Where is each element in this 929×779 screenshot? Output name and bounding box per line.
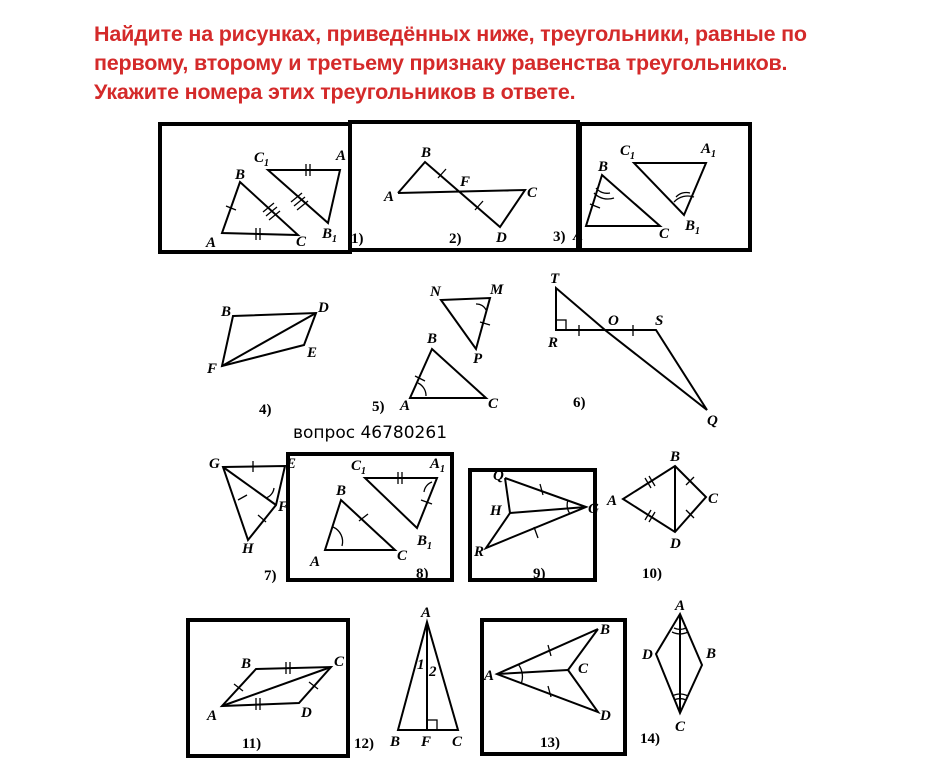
f1-label-C1: $C_1$: [254, 150, 270, 169]
f9-label-R: R: [474, 544, 485, 560]
task-line-3: Укажите номера этих треугольников в ответе.: [94, 80, 576, 104]
f10-label-D: D: [670, 536, 681, 552]
f3-label-C: C: [659, 226, 670, 242]
f1-label-C: C: [296, 234, 307, 250]
f14-label-B: B: [706, 646, 717, 662]
f2-label-A: A: [384, 189, 395, 205]
f3-label-B: B: [598, 159, 609, 175]
f9-label-Q: Q: [493, 468, 504, 484]
figure-9: [473, 468, 599, 582]
f10-number: 10): [642, 566, 662, 582]
figure-14: [640, 598, 716, 747]
figure-6: [547, 271, 718, 429]
f6-label-R: R: [548, 335, 559, 351]
f8-label-A1: $A_1$: [430, 456, 446, 475]
answer-frame-11: [188, 620, 348, 756]
f6-number: 6): [573, 395, 586, 411]
f5-label-A: A: [400, 398, 411, 414]
f3-label-A1: $A_1$: [701, 141, 717, 160]
f2-number: 2): [449, 231, 462, 247]
f4-label-B: B: [221, 304, 232, 320]
f9-label-H: H: [490, 503, 502, 519]
f1-label-A: A: [206, 235, 217, 251]
f8-label-A: A: [310, 554, 321, 570]
f1-number: 1): [351, 231, 364, 247]
task-line-1: Найдите на рисунках, приведённых ниже, треугольники, равные по: [94, 22, 807, 46]
f4-label-F: F: [207, 361, 218, 377]
f2-label-D: D: [496, 230, 507, 246]
f2-label-C: C: [527, 185, 538, 201]
f14-number: 14): [640, 731, 660, 747]
f3-label-C1: $C_1$: [620, 143, 636, 162]
f5-label-P: P: [473, 351, 483, 367]
question-id-label: вопрос 46780261: [293, 423, 448, 443]
f3-number: 3): [553, 229, 566, 245]
f3-label-A: A: [573, 228, 584, 244]
f8-label-B1: $B_1$: [417, 533, 433, 552]
f4-label-D: D: [318, 300, 329, 316]
f12-label-C: C: [452, 734, 463, 750]
f14-label-D: D: [642, 647, 653, 663]
figure-5: [372, 282, 504, 415]
f11-label-B: B: [241, 656, 252, 672]
f6-label-Q: Q: [707, 413, 718, 429]
f10-label-B: B: [670, 449, 681, 465]
f5-number: 5): [372, 399, 385, 415]
f3-label-B1: $B_1$: [685, 218, 701, 237]
f5-label-C: C: [488, 396, 499, 412]
f11-label-D: D: [301, 705, 312, 721]
figure-8: [309, 456, 445, 582]
f2-label-F: F: [460, 174, 471, 190]
f4-label-E: E: [307, 345, 318, 361]
figure-7: [209, 456, 296, 584]
f6-label-T: T: [550, 271, 560, 287]
f8-number: 8): [416, 566, 429, 582]
f6-label-S: S: [655, 313, 664, 329]
figure-10: [606, 449, 719, 582]
f12-label-2: 2: [429, 664, 437, 680]
f13-label-A: A: [484, 668, 495, 684]
f12-label-B: B: [390, 734, 401, 750]
f14-label-A: A: [675, 598, 686, 614]
f12-label-A: A: [421, 605, 432, 621]
f13-label-B: B: [600, 622, 611, 638]
answer-frame-13: [482, 620, 625, 754]
answer-frame-9: [470, 470, 595, 580]
f4-number: 4): [259, 402, 272, 418]
f7-label-H: H: [242, 541, 254, 557]
f12-label-1: 1: [417, 657, 425, 673]
f5-label-M: M: [490, 282, 504, 298]
f12-number: 12): [354, 736, 374, 752]
figure-2: [383, 145, 538, 247]
f7-label-F: F: [278, 499, 289, 515]
f9-label-G: G: [588, 501, 599, 517]
f13-label-D: D: [600, 708, 611, 724]
f1-label-A1: A: [336, 148, 347, 164]
f14-label-C: C: [675, 719, 686, 735]
f6-label-O: O: [608, 313, 619, 329]
f2-label-B: B: [421, 145, 432, 161]
f8-label-C1: $C_1$: [351, 458, 367, 477]
f10-label-C: C: [708, 491, 719, 507]
f5-label-B: B: [427, 331, 438, 347]
f1-label-B: B: [235, 167, 246, 183]
f7-number: 7): [264, 568, 277, 584]
figure-4: [206, 300, 329, 418]
f1-label-B1: $B_1$: [322, 226, 338, 245]
f13-number: 13): [540, 735, 560, 751]
f9-number: 9): [533, 566, 546, 582]
f11-number: 11): [242, 736, 262, 752]
figure-1: [205, 148, 364, 251]
f10-label-A: A: [607, 493, 618, 509]
f5-label-N: N: [430, 284, 441, 300]
f13-label-C: C: [578, 661, 589, 677]
figure-13: [483, 622, 611, 751]
f11-label-A: A: [207, 708, 218, 724]
task-line-2: первому, второму и третьему признаку равенства треугольников.: [94, 51, 788, 75]
f7-label-E: E: [286, 456, 297, 472]
f8-label-B: B: [336, 483, 347, 499]
f7-label-G: G: [209, 456, 220, 472]
figure-12: [354, 605, 463, 752]
figure-11: [206, 654, 345, 752]
f8-label-C: C: [397, 548, 408, 564]
f12-label-F: F: [421, 734, 432, 750]
f11-label-C: C: [334, 654, 345, 670]
